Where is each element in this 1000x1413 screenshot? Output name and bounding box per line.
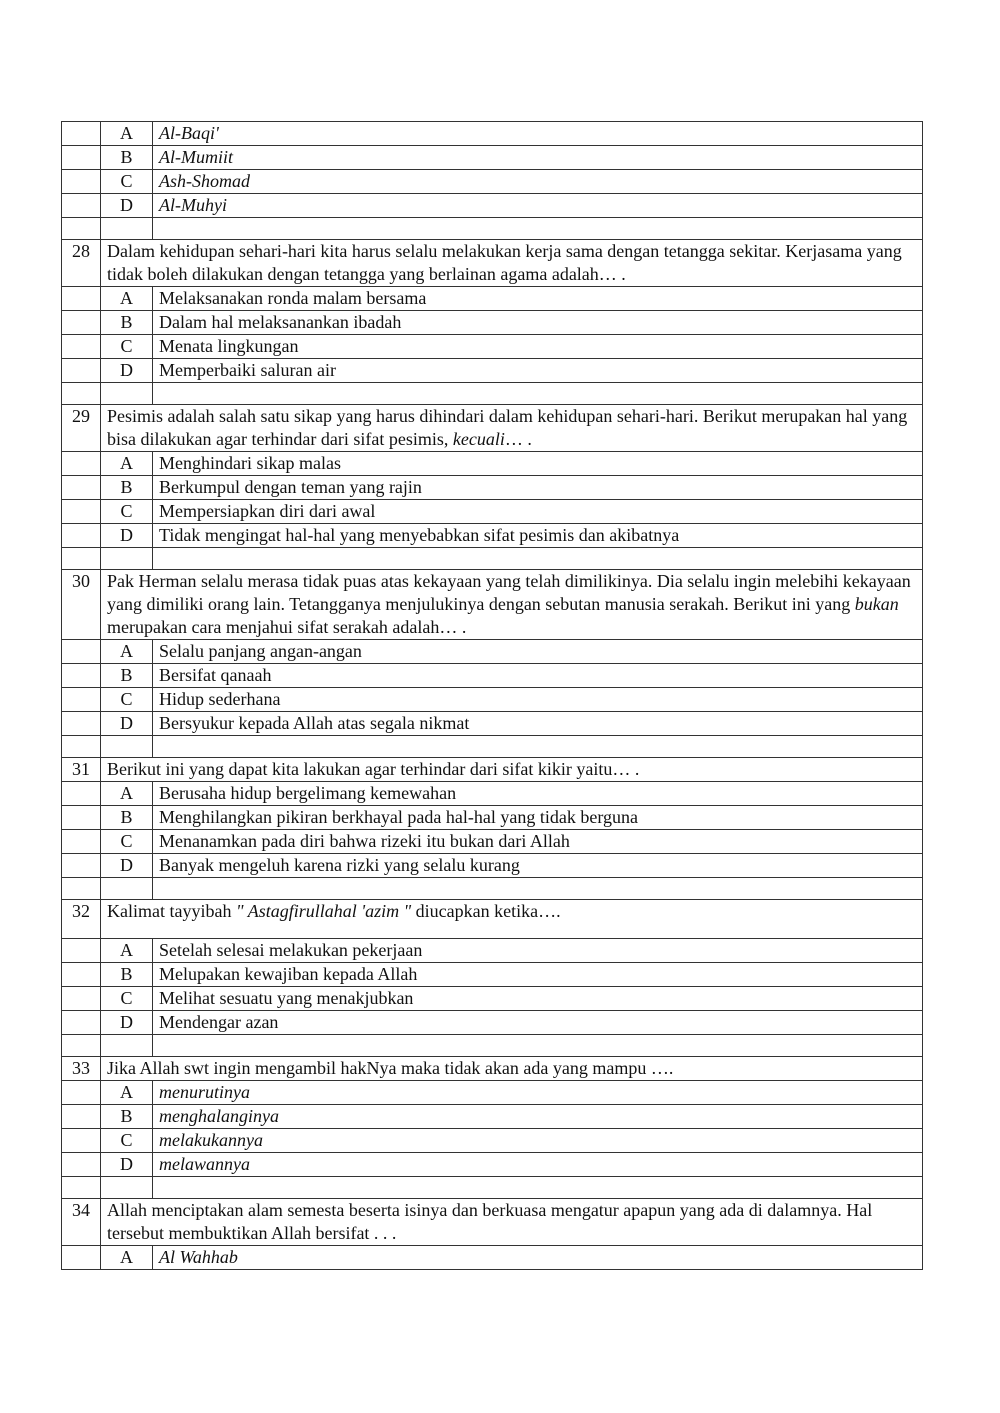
option-text: Mendengar azan (153, 1011, 923, 1035)
question-number: 34 (62, 1199, 101, 1246)
option-text: Al-Baqi' (153, 122, 923, 146)
emphasis-text: kecuali (452, 429, 505, 449)
question-text: Allah menciptakan alam semesta beserta isinya dan berkuasa mengatur apapun yang ada di dalamnya. Hal tersebut membuktikan Allah bersifat . . . (101, 1199, 923, 1246)
option-letter: C (101, 500, 153, 524)
option-row (62, 963, 923, 987)
option-text: Bersifat qanaah (153, 664, 923, 688)
option-text: melawannya (153, 1153, 923, 1177)
option-letter: A (101, 640, 153, 664)
option-text: Banyak mengeluh karena rizki yang selalu kurang (153, 854, 923, 878)
option-letter: B (101, 146, 153, 170)
option-row (62, 500, 923, 524)
option-row (62, 452, 923, 476)
question-number: 33 (62, 1057, 101, 1081)
option-row (62, 1153, 923, 1177)
option-text: Tidak mengingat hal-hal yang menyebabkan sifat pesimis dan akibatnya (153, 524, 923, 548)
question-text: Kalimat tayyibah " Astagfirullahal 'azim " diucapkan ketika…. (101, 900, 923, 939)
option-text: Hidup sederhana (153, 688, 923, 712)
spacer-row (62, 736, 923, 758)
option-letter: C (101, 335, 153, 359)
question-number: 28 (62, 240, 101, 287)
option-row (62, 664, 923, 688)
option-text: Berusaha hidup bergelimang kemewahan (153, 782, 923, 806)
option-text: Menghilangkan pikiran berkhayal pada hal-hal yang tidak berguna (153, 806, 923, 830)
option-row (62, 1129, 923, 1153)
option-text: Al-Muhyi (153, 194, 923, 218)
question-text: Pesimis adalah salah satu sikap yang harus dihindari dalam kehidupan sehari-hari. Berikut merupakan hal yang bisa dilakukan agar terhindar dari sifat pesimis, kecuali… . (101, 405, 923, 452)
question-text: Pak Herman selalu merasa tidak puas atas kekayaan yang telah dimilikinya. Dia selalu ingin melebihi kekayaan yang dimiliki orang lain. Tetangganya menjulukinya dengan sebutan manusia serakah. Berikut ini yang bukan merupakan cara menjahui sifat serakah adalah… . (101, 570, 923, 640)
question-row (62, 1057, 923, 1081)
spacer-row (62, 548, 923, 570)
emphasis-text: " Astagfirullahal 'azim " (235, 901, 412, 921)
option-row (62, 712, 923, 736)
option-text: Selalu panjang angan-angan (153, 640, 923, 664)
option-row (62, 287, 923, 311)
option-letter: D (101, 524, 153, 548)
spacer-row (62, 1035, 923, 1057)
option-row (62, 1105, 923, 1129)
option-text: Mempersiapkan diri dari awal (153, 500, 923, 524)
option-letter: C (101, 1129, 153, 1153)
option-letter: A (101, 782, 153, 806)
option-row (62, 1081, 923, 1105)
option-row (62, 1246, 923, 1270)
option-text: Melaksanakan ronda malam bersama (153, 287, 923, 311)
option-letter: A (101, 287, 153, 311)
option-text: Al Wahhab (153, 1246, 923, 1270)
option-text: Melupakan kewajiban kepada Allah (153, 963, 923, 987)
question-number: 32 (62, 900, 101, 939)
option-letter: B (101, 1105, 153, 1129)
option-text: Melihat sesuatu yang menakjubkan (153, 987, 923, 1011)
option-letter: D (101, 1153, 153, 1177)
option-row (62, 476, 923, 500)
option-letter: D (101, 854, 153, 878)
option-row (62, 806, 923, 830)
option-text: Al-Mumiit (153, 146, 923, 170)
option-row (62, 688, 923, 712)
option-row (62, 987, 923, 1011)
option-row (62, 122, 923, 146)
option-row (62, 146, 923, 170)
option-text: Menghindari sikap malas (153, 452, 923, 476)
question-row (62, 1199, 923, 1246)
question-text: Dalam kehidupan sehari-hari kita harus selalu melakukan kerja sama dengan tetangga sekitar. Kerjasama yang tidak boleh dilakukan dengan tetangga yang berlainan agama adalah… . (101, 240, 923, 287)
question-text: Jika Allah swt ingin mengambil hakNya maka tidak akan ada yang mampu …. (101, 1057, 923, 1081)
spacer-row (62, 383, 923, 405)
option-letter: D (101, 1011, 153, 1035)
question-row (62, 900, 923, 939)
option-letter: D (101, 194, 153, 218)
option-text: Menanamkan pada diri bahwa rizeki itu bukan dari Allah (153, 830, 923, 854)
option-letter: A (101, 1246, 153, 1270)
question-row (62, 405, 923, 452)
spacer-row (62, 1177, 923, 1199)
question-row (62, 758, 923, 782)
option-row (62, 640, 923, 664)
question-number: 29 (62, 405, 101, 452)
option-row (62, 335, 923, 359)
option-row (62, 939, 923, 963)
question-row (62, 570, 923, 640)
question-row (62, 240, 923, 287)
option-text: Bersyukur kepada Allah atas segala nikmat (153, 712, 923, 736)
option-text: Berkumpul dengan teman yang rajin (153, 476, 923, 500)
option-letter: B (101, 476, 153, 500)
option-text: Memperbaiki saluran air (153, 359, 923, 383)
option-letter: A (101, 452, 153, 476)
option-letter: B (101, 664, 153, 688)
option-text: Dalam hal melaksanankan ibadah (153, 311, 923, 335)
option-row (62, 194, 923, 218)
question-number: 30 (62, 570, 101, 640)
option-text: menurutinya (153, 1081, 923, 1105)
option-letter: B (101, 806, 153, 830)
spacer-row (62, 878, 923, 900)
option-text: menghalanginya (153, 1105, 923, 1129)
option-letter: A (101, 1081, 153, 1105)
option-text: Setelah selesai melakukan pekerjaan (153, 939, 923, 963)
option-letter: D (101, 712, 153, 736)
option-letter: B (101, 963, 153, 987)
option-row (62, 311, 923, 335)
option-row (62, 1011, 923, 1035)
option-row (62, 854, 923, 878)
option-letter: C (101, 987, 153, 1011)
option-text: melakukannya (153, 1129, 923, 1153)
option-row (62, 170, 923, 194)
option-text: Menata lingkungan (153, 335, 923, 359)
option-row (62, 782, 923, 806)
option-letter: C (101, 830, 153, 854)
option-letter: A (101, 122, 153, 146)
emphasis-text: bukan (854, 594, 899, 614)
spacer-row (62, 218, 923, 240)
option-letter: D (101, 359, 153, 383)
option-text: Ash-Shomad (153, 170, 923, 194)
option-letter: B (101, 311, 153, 335)
option-row (62, 524, 923, 548)
option-row (62, 359, 923, 383)
option-letter: C (101, 688, 153, 712)
question-number: 31 (62, 758, 101, 782)
option-letter: C (101, 170, 153, 194)
option-letter: A (101, 939, 153, 963)
option-row (62, 830, 923, 854)
question-table (61, 121, 923, 1270)
question-text: Berikut ini yang dapat kita lakukan agar terhindar dari sifat kikir yaitu… . (101, 758, 923, 782)
